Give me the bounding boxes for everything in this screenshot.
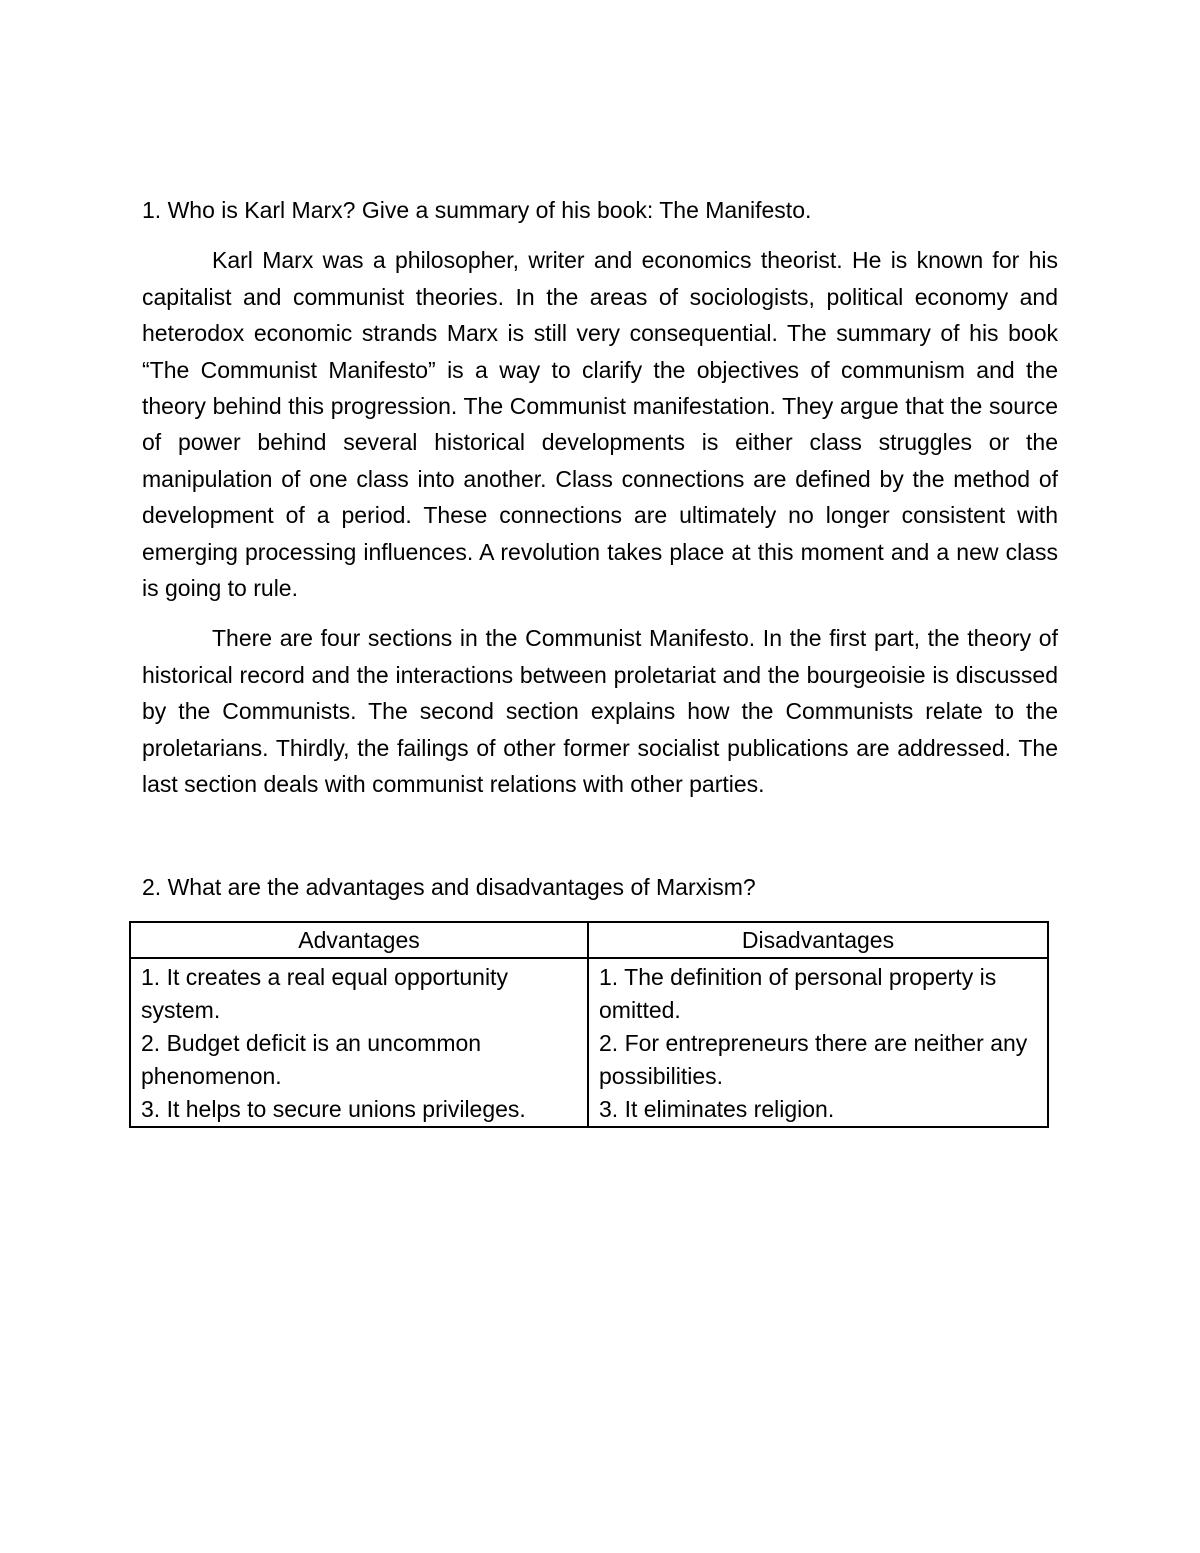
advantages-header: Advantages [130, 922, 588, 958]
advantage-item-2: 2. Budget deficit is an uncommon phenomenon. [141, 1029, 482, 1089]
answer-1-paragraph-2: There are four sections in the Communist Manifesto. In the first part, the theory of historical record and the interactions between proletariat and the bourgeoisie is discussed by the Communists. The second section explains how the Communists relate to the proletarians. Thirdly, the failings of other former socialist publications are addressed. The last section deals with communist relations with other parties. [142, 625, 1058, 798]
advantages-disadvantages-table [129, 921, 1049, 1128]
disadvantage-item-1: 1. The definition of personal property is omitted. [599, 963, 997, 1023]
disadvantages-cell [588, 958, 1048, 1127]
document-body [142, 192, 1058, 1128]
question-2-heading: 2. What are the advantages and disadvantages of Marxism? [142, 873, 756, 900]
advantage-item-3: 3. It helps to secure unions privileges. [141, 1095, 526, 1122]
table-row [130, 958, 1048, 1127]
answer-1-paragraph-1: Karl Marx was a philosopher, writer and economics theorist. He is known for his capitalist and communist theories. In the areas of sociologists, political economy and heterodox economic strands Marx is still very consequential. The summary of his book “The Communist Manifesto” is a way to clarify the objectives of communism and the theory behind this progression. The Communist manifestation. They argue that the source of power behind several historical developments is either class struggles or the manipulation of one class into another. Class connections are defined by the method of development of a period. These connections are ultimately no longer consistent with emerging processing influences. A revolution takes place at this moment and a new class is going to rule. [142, 247, 1058, 602]
advantages-cell [130, 958, 588, 1127]
disadvantage-item-3: 3. It eliminates religion. [599, 1095, 835, 1122]
advantage-item-1: 1. It creates a real equal opportunity system. [141, 963, 508, 1023]
disadvantages-header: Disadvantages [588, 922, 1048, 958]
question-1-heading: 1. Who is Karl Marx? Give a summary of his book: The Manifesto. [142, 197, 812, 223]
disadvantage-item-2: 2. For entrepreneurs there are neither any possibilities. [599, 1029, 1028, 1089]
table-header-row [130, 922, 1048, 958]
